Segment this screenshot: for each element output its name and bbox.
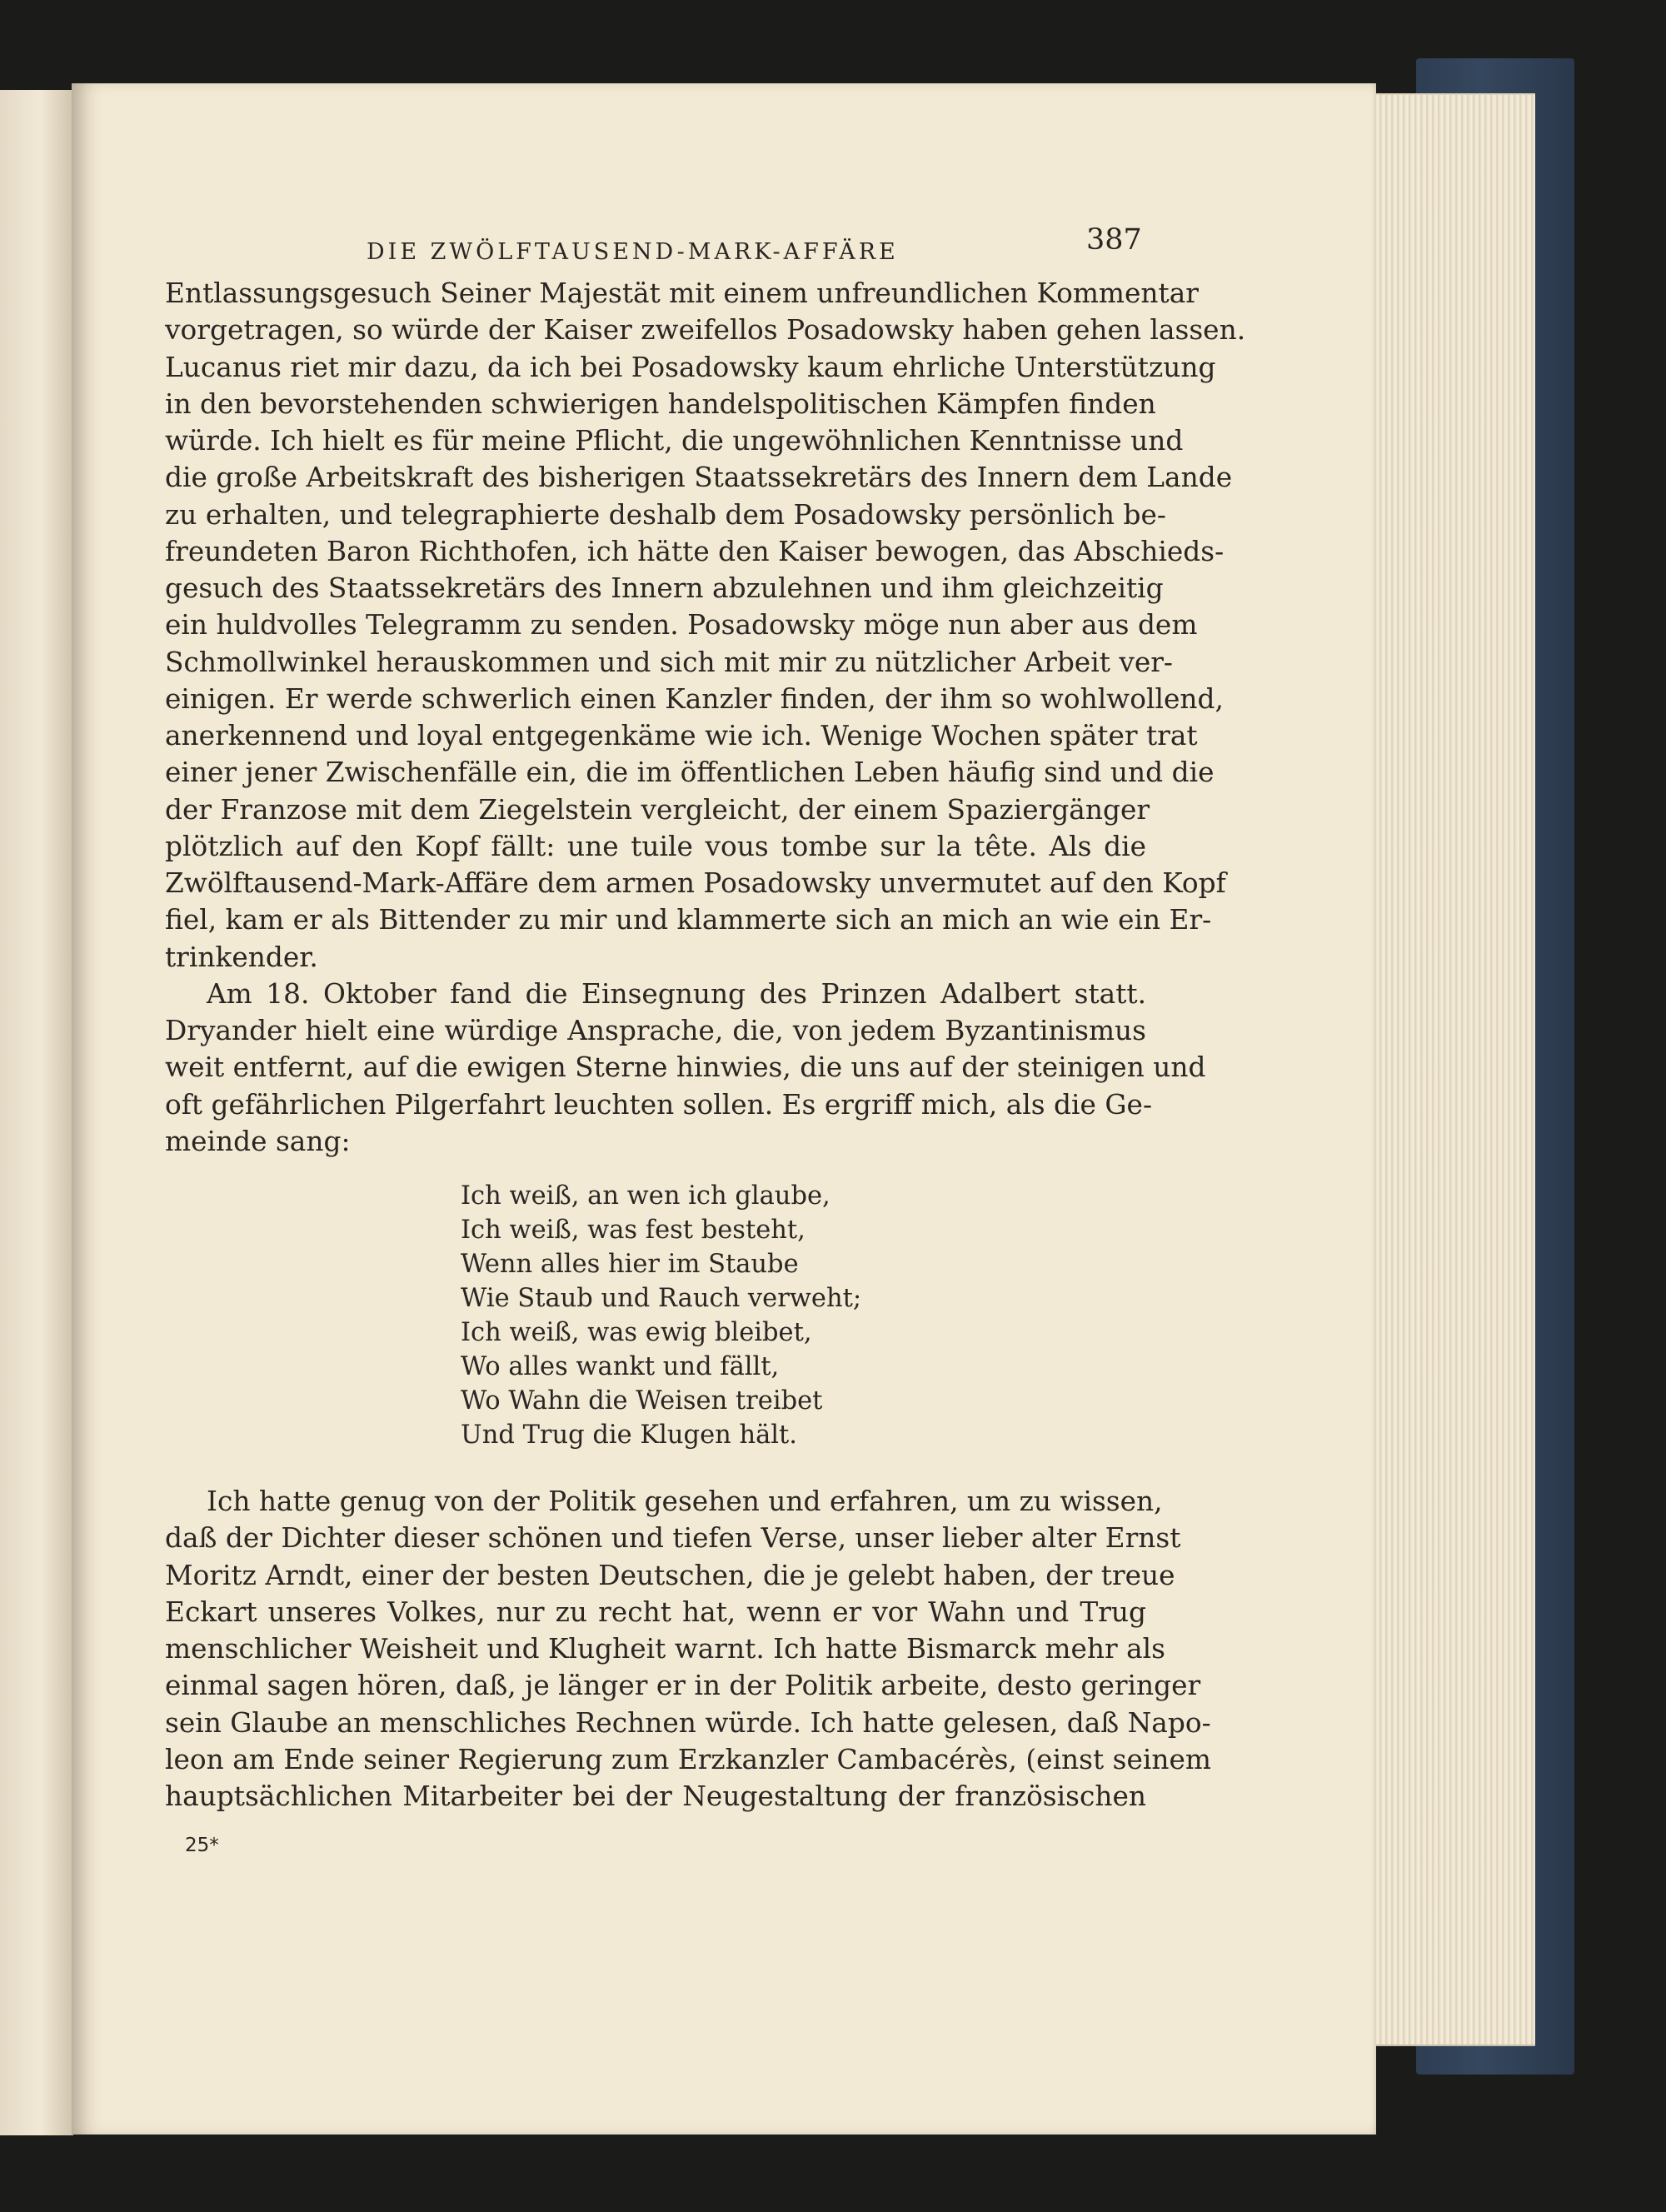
paragraph-2 bbox=[165, 976, 1206, 1160]
text-line: der Franzose mit dem Ziegelstein vergleicht, der einem Spaziergänger bbox=[165, 793, 1150, 826]
text-line: die große Arbeitskraft des bisherigen Staatssekretärs des Innern dem Lande bbox=[165, 462, 1233, 494]
text-line: Moritz Arndt, einer der besten Deutschen, die je gelebt haben, der treue bbox=[165, 1559, 1175, 1591]
paragraph-1 bbox=[165, 275, 1246, 976]
text-line: vorgetragen, so würde der Kaiser zweifellos Posadowsky haben gehen lassen. bbox=[165, 314, 1246, 347]
page-number: 387 bbox=[1086, 223, 1142, 257]
text-line: hauptsächlichen Mitarbeiter bei der Neugestaltung der französischen bbox=[165, 1780, 1146, 1812]
paragraph-3 bbox=[165, 1483, 1211, 1815]
text-line: trinkender. bbox=[165, 941, 318, 973]
verse-line: Wo alles wankt und fällt, bbox=[461, 1352, 780, 1381]
text-line: zu erhalten, und telegraphierte deshalb dem Posadowsky persönlich be- bbox=[165, 498, 1166, 531]
text-line: plötzlich auf den Kopf fällt: une tuile vous tombe sur la tête. Als die bbox=[165, 830, 1146, 862]
text-block-1 bbox=[165, 275, 1246, 1160]
text-line: menschlicher Weisheit und Klugheit warnt. Ich hatte Bismarck mehr als bbox=[165, 1633, 1165, 1665]
text-line: einmal sagen hören, daß, je länger er in der Politik arbeite, desto geringer bbox=[165, 1670, 1201, 1702]
running-head: DIE ZWÖLFTAUSEND-MARK-AFFÄRE bbox=[367, 239, 899, 265]
text-line: einer jener Zwischenfälle ein, die im öffentlichen Leben häufig sind und die bbox=[165, 756, 1215, 789]
text-line: meinde sang: bbox=[165, 1125, 351, 1157]
text-line: ein huldvolles Telegramm zu senden. Posadowsky möge nun aber aus dem bbox=[165, 609, 1198, 642]
text-line: Zwölftausend-Mark-Affäre dem armen Posadowsky unvermutet auf den Kopf bbox=[165, 867, 1226, 899]
text-block-2 bbox=[165, 1483, 1211, 1815]
page-edges bbox=[1370, 93, 1535, 2046]
verse-line: Wie Staub und Rauch verweht; bbox=[461, 1284, 862, 1313]
verse-line: Wenn alles hier im Staube bbox=[461, 1250, 799, 1279]
text-line: anerkennend und loyal entgegenkäme wie ich. Wenige Wochen später trat bbox=[165, 720, 1198, 751]
text-line: würde. Ich hielt es für meine Pflicht, die ungewöhnlichen Kenntnisse und bbox=[165, 425, 1184, 457]
text-line: sein Glaube an menschliches Rechnen würde. Ich hatte gelesen, daß Napo- bbox=[165, 1706, 1211, 1739]
text-line: gesuch des Staatssekretärs des Innern abzulehnen und ihm gleichzeitig bbox=[165, 572, 1164, 604]
text-line: Entlassungsgesuch Seiner Majestät mit einem unfreundlichen Kommentar bbox=[165, 277, 1199, 309]
verse-line: Ich weiß, was ewig bleibet, bbox=[461, 1318, 812, 1347]
text-line: Schmollwinkel herauskommen und sich mit mir zu nützlicher Arbeit ver- bbox=[165, 646, 1174, 678]
verse-line: Ich weiß, an wen ich glaube, bbox=[461, 1181, 831, 1211]
text-line: Ich hatte genug von der Politik gesehen und erfahren, um zu wissen, bbox=[207, 1485, 1163, 1517]
text-line: fiel, kam er als Bittender zu mir und klammerte sich an mich an wie ein Er- bbox=[165, 904, 1212, 936]
text-line: Eckart unseres Volkes, nur zu recht hat, wenn er vor Wahn und Trug bbox=[165, 1595, 1146, 1628]
verse-line: Wo Wahn die Weisen treibet bbox=[461, 1386, 823, 1416]
text-line: freundeten Baron Richthofen, ich hätte den Kaiser bewogen, das Abschieds- bbox=[165, 535, 1225, 567]
verse-line: Ich weiß, was fest besteht, bbox=[461, 1216, 806, 1245]
text-line: Dryander hielt eine würdige Ansprache, die, von jedem Byzantinismus bbox=[165, 1015, 1146, 1046]
text-line: Lucanus riet mir dazu, da ich bei Posadowsky kaum ehrliche Unterstützung bbox=[165, 351, 1216, 383]
text-line: leon am Ende seiner Regierung zum Erzkanzler Cambacérès, (einst seinem bbox=[165, 1743, 1211, 1775]
text-line: daß der Dichter dieser schönen und tiefen Verse, unser lieber alter Ernst bbox=[165, 1522, 1181, 1555]
text-line: oft gefährlichen Pilgerfahrt leuchten sollen. Es ergriff mich, als die Ge- bbox=[165, 1088, 1153, 1121]
text-line: Am 18. Oktober fand die Einsegnung des Prinzen Adalbert statt. bbox=[207, 977, 1146, 1010]
text-line: einigen. Er werde schwerlich einen Kanzler finden, der ihm so wohlwollend, bbox=[165, 682, 1224, 715]
verse-block bbox=[461, 1179, 877, 1452]
left-page-edge bbox=[0, 90, 73, 2135]
text-line: in den bevorstehenden schwierigen handelspolitischen Kämpfen finden bbox=[165, 387, 1156, 420]
verse-line: Und Trug die Klugen hält. bbox=[461, 1421, 798, 1450]
signature-mark: 25* bbox=[185, 1835, 219, 1856]
text-line: weit entfernt, auf die ewigen Sterne hinwies, die uns auf der steinigen und bbox=[165, 1051, 1206, 1084]
